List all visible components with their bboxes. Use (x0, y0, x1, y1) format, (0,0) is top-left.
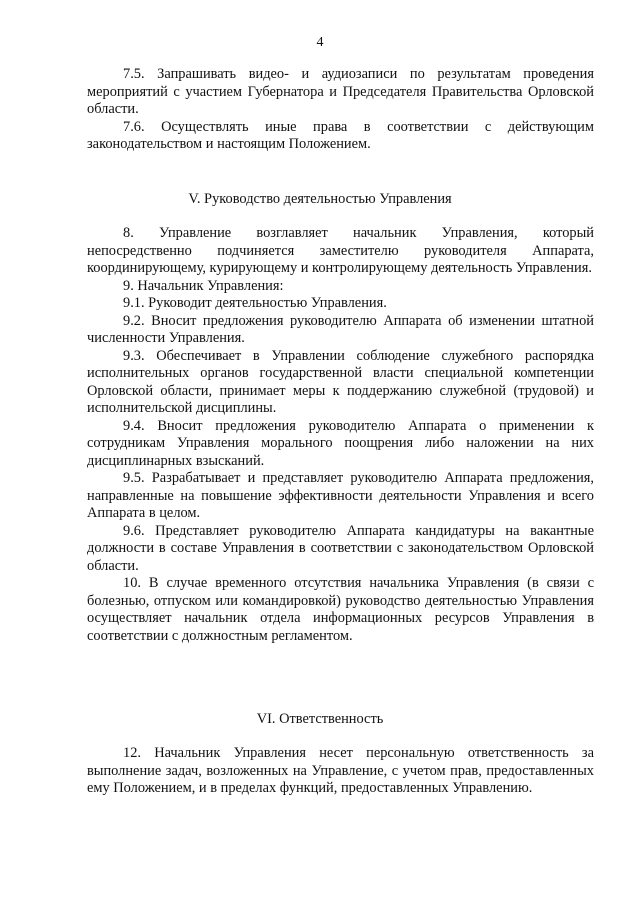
paragraph-9: 9. Начальник Управления: (123, 277, 284, 294)
top-paragraphs (87, 66, 594, 154)
paragraph-9-6: 9.6. Представляет руководителю Аппарата кандидатуры на вакантные должности в составе Управления в соответствии с законодательством Орловской области. (87, 522, 594, 574)
page-number: 4 (316, 35, 324, 50)
paragraph-12: 12. Начальник Управления несет персональную ответственность за выполнение задач, возложенных на Управление, с учетом прав, предоставленных ему Положением, и в пределах функций, предоставленных Управлению. (87, 745, 594, 796)
paragraph-7-5: 7.5. Запрашивать видео- и аудиозаписи по результатам проведения мероприятий с участием Губернатора и Председателя Правительства Орловской области. (87, 66, 594, 117)
section-6-body (87, 745, 594, 798)
paragraph-9-3: 9.3. Обеспечивает в Управлении соблюдение служебного распорядка исполнительных органов государственной власти специальной компетенции Орловской области, принимает меры к поддержанию служебной (трудовой) и исполнительской дисциплины. (87, 347, 594, 416)
paragraph-8: 8. Управление возглавляет начальник Управления, который непосредственно подчиняется заместителю руководителя Аппарата, координирующему, курирующему и контролирующему деятельность Управления. (87, 225, 594, 276)
paragraph-9-4: 9.4. Вносит предложения руководителю Аппарата о применении к сотрудникам Управления морального поощрения либо наложении на них дисциплинарных взысканий. (87, 417, 594, 469)
paragraph-9-1: 9.1. Руководит деятельностью Управления. (123, 295, 387, 311)
section-5-heading: V. Руководство деятельностью Управления (188, 191, 452, 207)
paragraph-7-6: 7.6. Осуществлять иные права в соответствии с действующим законодательством и настоящим Положением. (87, 118, 594, 152)
paragraph-9-5: 9.5. Разрабатывает и представляет руководителю Аппарата предложения, направленные на повышение эффективности деятельности Управления и всего Аппарата в целом. (87, 470, 594, 521)
section-6-heading: VI. Ответственность (256, 711, 384, 727)
section-5-body (87, 225, 594, 645)
paragraph-10: 10. В случае временного отсутствия начальника Управления (в связи с болезнью, отпуском или командировкой) руководство деятельностью Управления осуществляет начальник отдела информационных ресурсов Управления в соответствии с должностным регламентом. (87, 575, 594, 644)
paragraph-9-2: 9.2. Вносит предложения руководителю Аппарата об изменении штатной численности Управления. (87, 312, 594, 346)
